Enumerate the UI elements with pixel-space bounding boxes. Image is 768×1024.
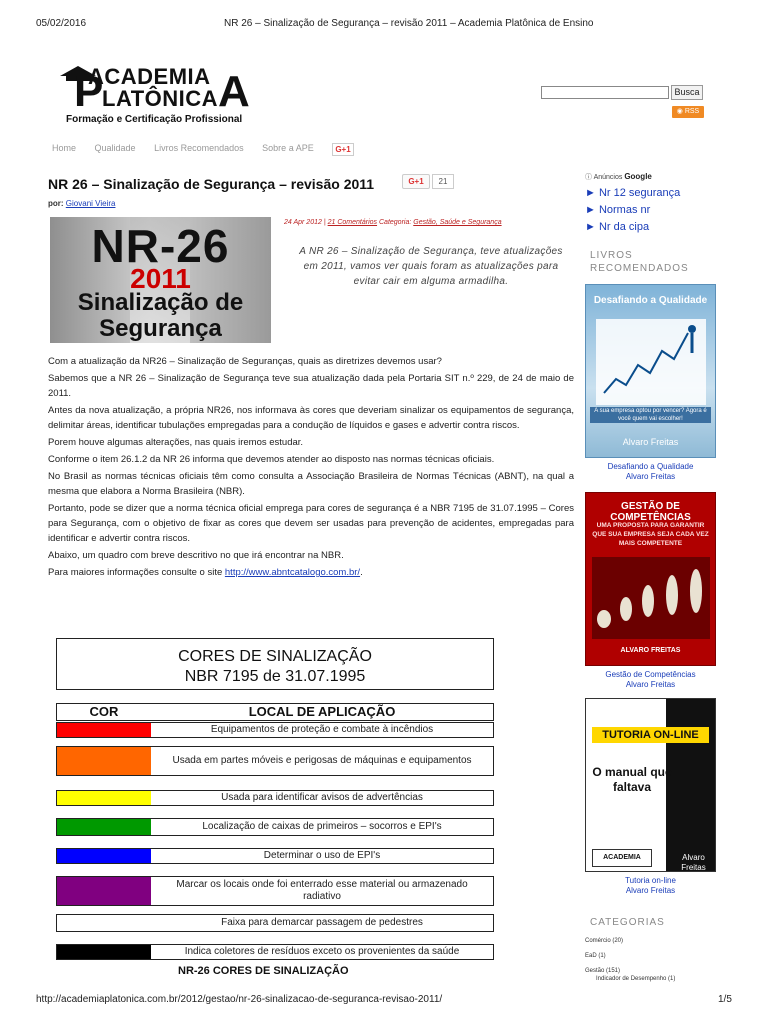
book-cover-tag: O manual que faltava xyxy=(592,765,672,794)
col-header-color: COR xyxy=(89,704,119,719)
color-table-row xyxy=(56,848,494,864)
color-table-row xyxy=(56,876,494,906)
category-item[interactable]: EaD (1) xyxy=(585,953,606,959)
color-usage-text: Localização de caixas de primeiros – socorros e EPI's xyxy=(202,821,442,832)
book-cover-title: Desafiando a Qualidade xyxy=(593,295,708,306)
main-nav xyxy=(52,143,330,153)
color-swatch xyxy=(57,945,151,959)
book-cover-author: Alvaro Freitas xyxy=(622,437,679,447)
logo-line2: LATÔNICA xyxy=(102,86,219,111)
categories-link[interactable]: Gestão, Saúde e Segurança xyxy=(413,219,502,226)
post-hero-image xyxy=(50,217,271,343)
book-cover-desafiando[interactable] xyxy=(585,284,716,458)
color-table-row xyxy=(56,746,494,776)
color-table-title xyxy=(56,638,494,690)
color-usage-text: Faixa para demarcar passagem de pedestres xyxy=(221,917,423,928)
col-header-local: LOCAL DE APLICAÇÃO xyxy=(248,704,396,719)
evolution-figures-icon xyxy=(592,557,710,639)
link-suffix: . xyxy=(360,567,363,578)
color-table-row xyxy=(56,722,494,738)
hero-nr-text: NR-26 xyxy=(91,220,230,272)
color-usage-text: Usada em partes móveis e perigosas de máquinas e equipamentos xyxy=(172,755,472,766)
ads-label xyxy=(585,172,652,182)
rss-icon: ◉ xyxy=(676,108,685,115)
comments-link[interactable]: 21 Comentários xyxy=(327,219,378,226)
rss-label: RSS xyxy=(684,108,700,115)
hero-subtitle-2: Segurança xyxy=(99,315,222,342)
ad-link[interactable]: ► Nr 12 segurança xyxy=(585,187,681,199)
color-swatch xyxy=(57,747,151,775)
color-table-header xyxy=(56,703,494,721)
post-body xyxy=(48,354,574,582)
categories-heading: CATEGORIAS xyxy=(590,917,665,928)
book-cover-tag: A sua empresa optou por vencer? Agora é você quem vai escolher! xyxy=(590,407,711,423)
book-cover-tutoria[interactable] xyxy=(585,698,716,872)
book-caption-author: Alvaro Freitas xyxy=(625,680,676,689)
logo-big-a: A xyxy=(218,67,250,116)
logo-tagline: Formação e Certificação Profissional xyxy=(66,114,243,125)
color-swatch xyxy=(57,877,151,905)
book-cover-logo: ACADEMIA xyxy=(592,849,652,867)
books-heading: LIVROS RECOMENDADOS xyxy=(590,250,689,274)
byline-prefix: por: xyxy=(48,199,64,208)
color-table-caption: NR-26 CORES DE SINALIZAÇÃO xyxy=(178,965,349,977)
color-table-row xyxy=(56,914,494,932)
color-swatch xyxy=(57,915,151,931)
search-input[interactable] xyxy=(541,86,669,99)
abnt-link[interactable]: http://www.abntcatalogo.com.br/ xyxy=(224,567,361,578)
color-swatch xyxy=(57,819,151,835)
paragraph: Antes da nova atualização, a própria NR26, nos informava às cores que deveriam sinalizar os equipamentos de segurança, delimitar áreas, identificar tubulações empregadas para a condução de líquidos e gases e advertir contra riscos. xyxy=(48,405,574,431)
print-page: 1/5 xyxy=(718,994,732,1005)
paragraph: Porem houve algumas alterações, nas quais iremos estudar. xyxy=(48,437,304,448)
paragraph-link xyxy=(48,565,574,580)
ad-link[interactable]: ► Nr da cipa xyxy=(585,221,650,233)
ads-prefix: Anúncios xyxy=(593,174,623,181)
paragraph: Com a atualização da NR26 – Sinalização de Seguranças, quais as diretrizes devemos usar? xyxy=(48,356,442,367)
book-caption-author: Alvaro Freitas xyxy=(625,886,676,895)
print-url: http://academiaplatonica.com.br/2012/gestao/nr-26-sinalizacao-de-seguranca-revisao-2011/ xyxy=(36,994,443,1005)
post-meta xyxy=(284,219,502,226)
book-cover-title: TUTORIA ON-LINE xyxy=(592,727,709,743)
growth-chart-icon xyxy=(596,319,706,405)
ads-brand: Google xyxy=(624,172,652,181)
nav-item-qualidade[interactable]: Qualidade xyxy=(94,143,136,153)
nav-item-sobre[interactable]: Sobre a APE xyxy=(262,143,314,153)
book-caption[interactable] xyxy=(585,670,716,690)
book-caption-title: Gestão de Competências xyxy=(605,670,696,679)
color-usage-text: Determinar o uso de EPI's xyxy=(263,850,381,861)
hero-subtitle-1: Sinalização de xyxy=(77,289,244,316)
logo-big-p: P xyxy=(74,67,104,116)
book-cover-author: ALVARO FREITAS xyxy=(620,647,681,654)
color-usage-text: Marcar os locais onde foi enterrado esse material ou armazenado radiativo xyxy=(176,879,468,902)
logo-line1: ACADEMIA xyxy=(88,64,211,89)
post-date: 24 Apr 2012 xyxy=(284,219,322,226)
color-table-row xyxy=(56,944,494,960)
hero-year-text: 2011 xyxy=(130,263,191,294)
post-byline xyxy=(48,199,115,208)
book-caption-author: Alvaro Freitas xyxy=(625,472,676,481)
category-item[interactable]: Indicador de Desempenho (1) xyxy=(596,976,676,982)
paragraph: No Brasil as normas técnicas oficiais têm como consulta a Associação Brasileira de Normas Técnicas (ABNT), na qual a mesma que elabora a Norma Brasileira (NBR). xyxy=(48,471,574,497)
color-usage-text: Indica coletores de resíduos exceto os provenientes da saúde xyxy=(184,946,460,957)
paragraph: Conforme o item 26.1.2 da NR 26 informa que devemos atender ao disposto nas normas técnicas oficiais. xyxy=(48,454,495,465)
book-cover-gestao[interactable] xyxy=(585,492,716,666)
category-item[interactable]: Gestão (151) xyxy=(585,968,621,974)
nav-item-livros[interactable]: Livros Recomendados xyxy=(154,143,244,153)
color-swatch xyxy=(57,791,151,805)
nav-item-home[interactable]: Home xyxy=(52,143,77,153)
paragraph: Abaixo, um quadro com breve descritivo no que irá encontrar na NBR. xyxy=(48,550,344,561)
post-gplus-button[interactable]: G+1 xyxy=(402,174,430,189)
book-cover-author: Alvaro Freitas xyxy=(681,853,706,872)
ad-link[interactable]: ► Normas nr xyxy=(585,204,651,216)
paragraph: Sabemos que a NR 26 – Sinalização de Segurança teve sua atualização dada pela Portaria SIT n.º 229, de 24 de maio de 2011. xyxy=(48,373,574,399)
info-icon: ⓘ xyxy=(585,174,594,181)
print-date: 05/02/2016 xyxy=(36,18,87,29)
color-usage-text: Usada para identificar avisos de advertências xyxy=(221,792,423,803)
category-item[interactable]: Comércio (20) xyxy=(585,938,624,944)
meta-sep: | xyxy=(323,219,326,226)
site-logo[interactable] xyxy=(58,64,248,128)
nav-gplus-button[interactable]: G+1 xyxy=(332,143,354,156)
color-table-title-2: NBR 7195 de 31.07.1995 xyxy=(184,668,366,685)
color-swatch xyxy=(57,723,151,737)
book-cover-tag: UMA PROPOSTA PARA GARANTIR QUE SUA EMPRESA SEJA CADA VEZ MAIS COMPETENTE xyxy=(592,522,709,547)
post-gplus-count: 21 xyxy=(432,174,454,189)
post-title: NR 26 – Sinalização de Segurança – revisão 2011 xyxy=(48,176,375,192)
paragraph: Portanto, pode se dizer que a norma técnica oficial emprega para cores de segurança é a NBR 7195 de 31.07.1995 – Cores para Segurança, com o objetivo de fixar as cores que devem ser usadas para prevenção de acidentes, empregadas para identificar e advertir contra riscos. xyxy=(48,503,574,544)
book-cover-title: GESTÃO DE COMPETÊNCIAS xyxy=(610,501,691,523)
print-title: NR 26 – Sinalização de Segurança – revisão 2011 – Academia Platônica de Ensino xyxy=(224,18,594,29)
color-table-row xyxy=(56,818,494,836)
color-usage-text: Equipamentos de proteção e combate à incêndios xyxy=(210,724,434,735)
link-prefix: Para maiores informações consulte o site xyxy=(48,567,223,578)
author-link[interactable]: Giovani Vieira xyxy=(65,199,116,208)
color-table-row xyxy=(56,790,494,806)
category-label: Categoria: xyxy=(379,219,412,226)
book-caption-title: Tutoria on-line xyxy=(625,876,676,885)
book-caption[interactable] xyxy=(585,462,716,482)
post-intro: A NR 26 – Sinalização de Segurança, teve atualizações em 2011, vamos ver quais foram as atualizações para evitar cair em alguma armadilha. xyxy=(299,246,563,287)
color-swatch xyxy=(57,849,151,863)
color-table-title-1: CORES DE SINALIZAÇÃO xyxy=(178,648,372,665)
rss-button[interactable] xyxy=(672,106,704,118)
book-caption[interactable] xyxy=(585,876,716,896)
book-caption-title: Desafiando a Qualidade xyxy=(607,462,694,471)
search-button[interactable]: Busca xyxy=(671,85,703,100)
